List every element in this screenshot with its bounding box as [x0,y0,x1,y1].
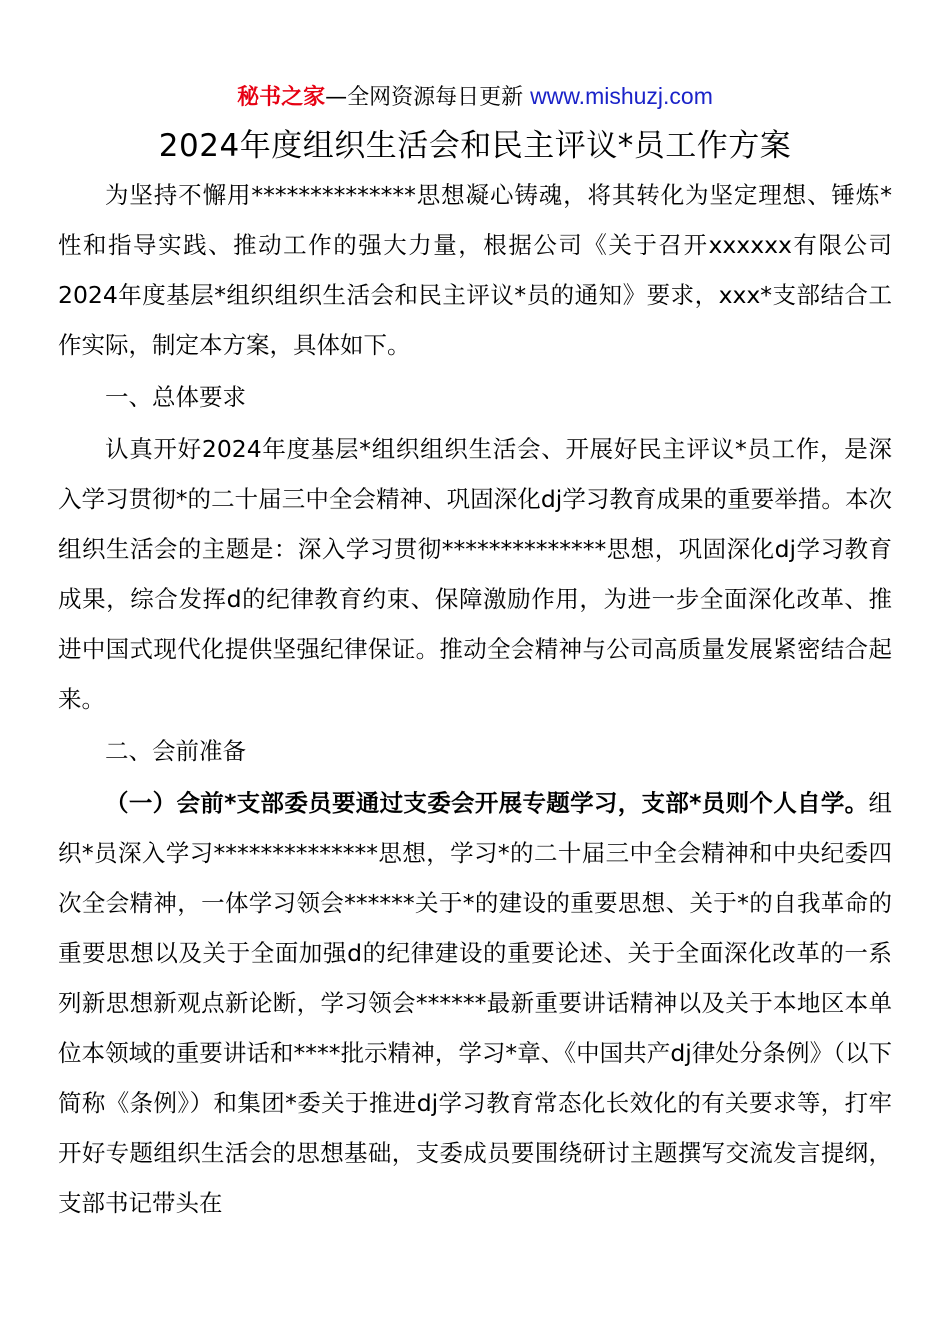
site-brand: 秘书之家 [237,85,326,110]
document-title: 2024年度组织生活会和民主评议*员工作方案 [158,128,792,164]
preparation-item-text: 组织*员深入学习**************思想，学习*的二十届三中全会精神和中央纪委四次全会精神，一体学习领会******关于*的建设的重要思想、关于*的自我革命的重要思想以及关于全面加强d的纪律建设的重要论述、关于全面深化改革的一系列新思想新观点新论断，学习领会******最新重要讲话精神以及关于本地区本单位本领域的重要讲话和****批示精神，学习*章、《中国共产dj律处分条例》（以下简称《条例》）和集团*委关于推进dj学习教育常态化长效化的有关要求等，打牢开好专题组织生活会的思想基础，支委成员要围绕研讨主题撰写交流发言提纲，支部书记带头在 [58,789,892,1217]
section-heading-general-requirements: 一、总体要求 [105,383,246,411]
document-body [58,170,892,1228]
site-tagline: —全网资源每日更新 [325,85,524,110]
intro-paragraph: 为坚持不懈用**************思想凝心铸魂，将其转化为坚定理想、锤炼*性和指导实践、推动工作的强大力量，根据公司《关于召开xxxxxx有限公司2024年度基层*组织组织生活会和民主评议*员的通知》要求，xxx*支部结合工作实际，制定本方案，具体如下。 [58,181,892,359]
site-header [0,80,950,114]
preparation-item-paragraph [58,778,892,1228]
general-requirements-paragraph: 认真开好2024年度基层*组织组织生活会、开展好民主评议*员工作，是深入学习贯彻*的二十届三中全会精神、巩固深化dj学习教育成果的重要举措。本次组织生活会的主题是：深入学习贯彻**************思想，巩固深化dj学习教育成果，综合发挥d的纪律教育约束、保障激励作用，为进一步全面深化改革、推进中国式现代化提供坚强纪律保证。推动全会精神与公司高质量发展紧密结合起来。 [58,435,892,713]
site-url-link[interactable]: www.mishuzj.com [530,83,713,109]
preparation-item-lead: （一）会前*支部委员要通过支委会开展专题学习，支部*员则个人自学。 [105,789,869,817]
section-heading-preparation: 二、会前准备 [105,737,246,765]
